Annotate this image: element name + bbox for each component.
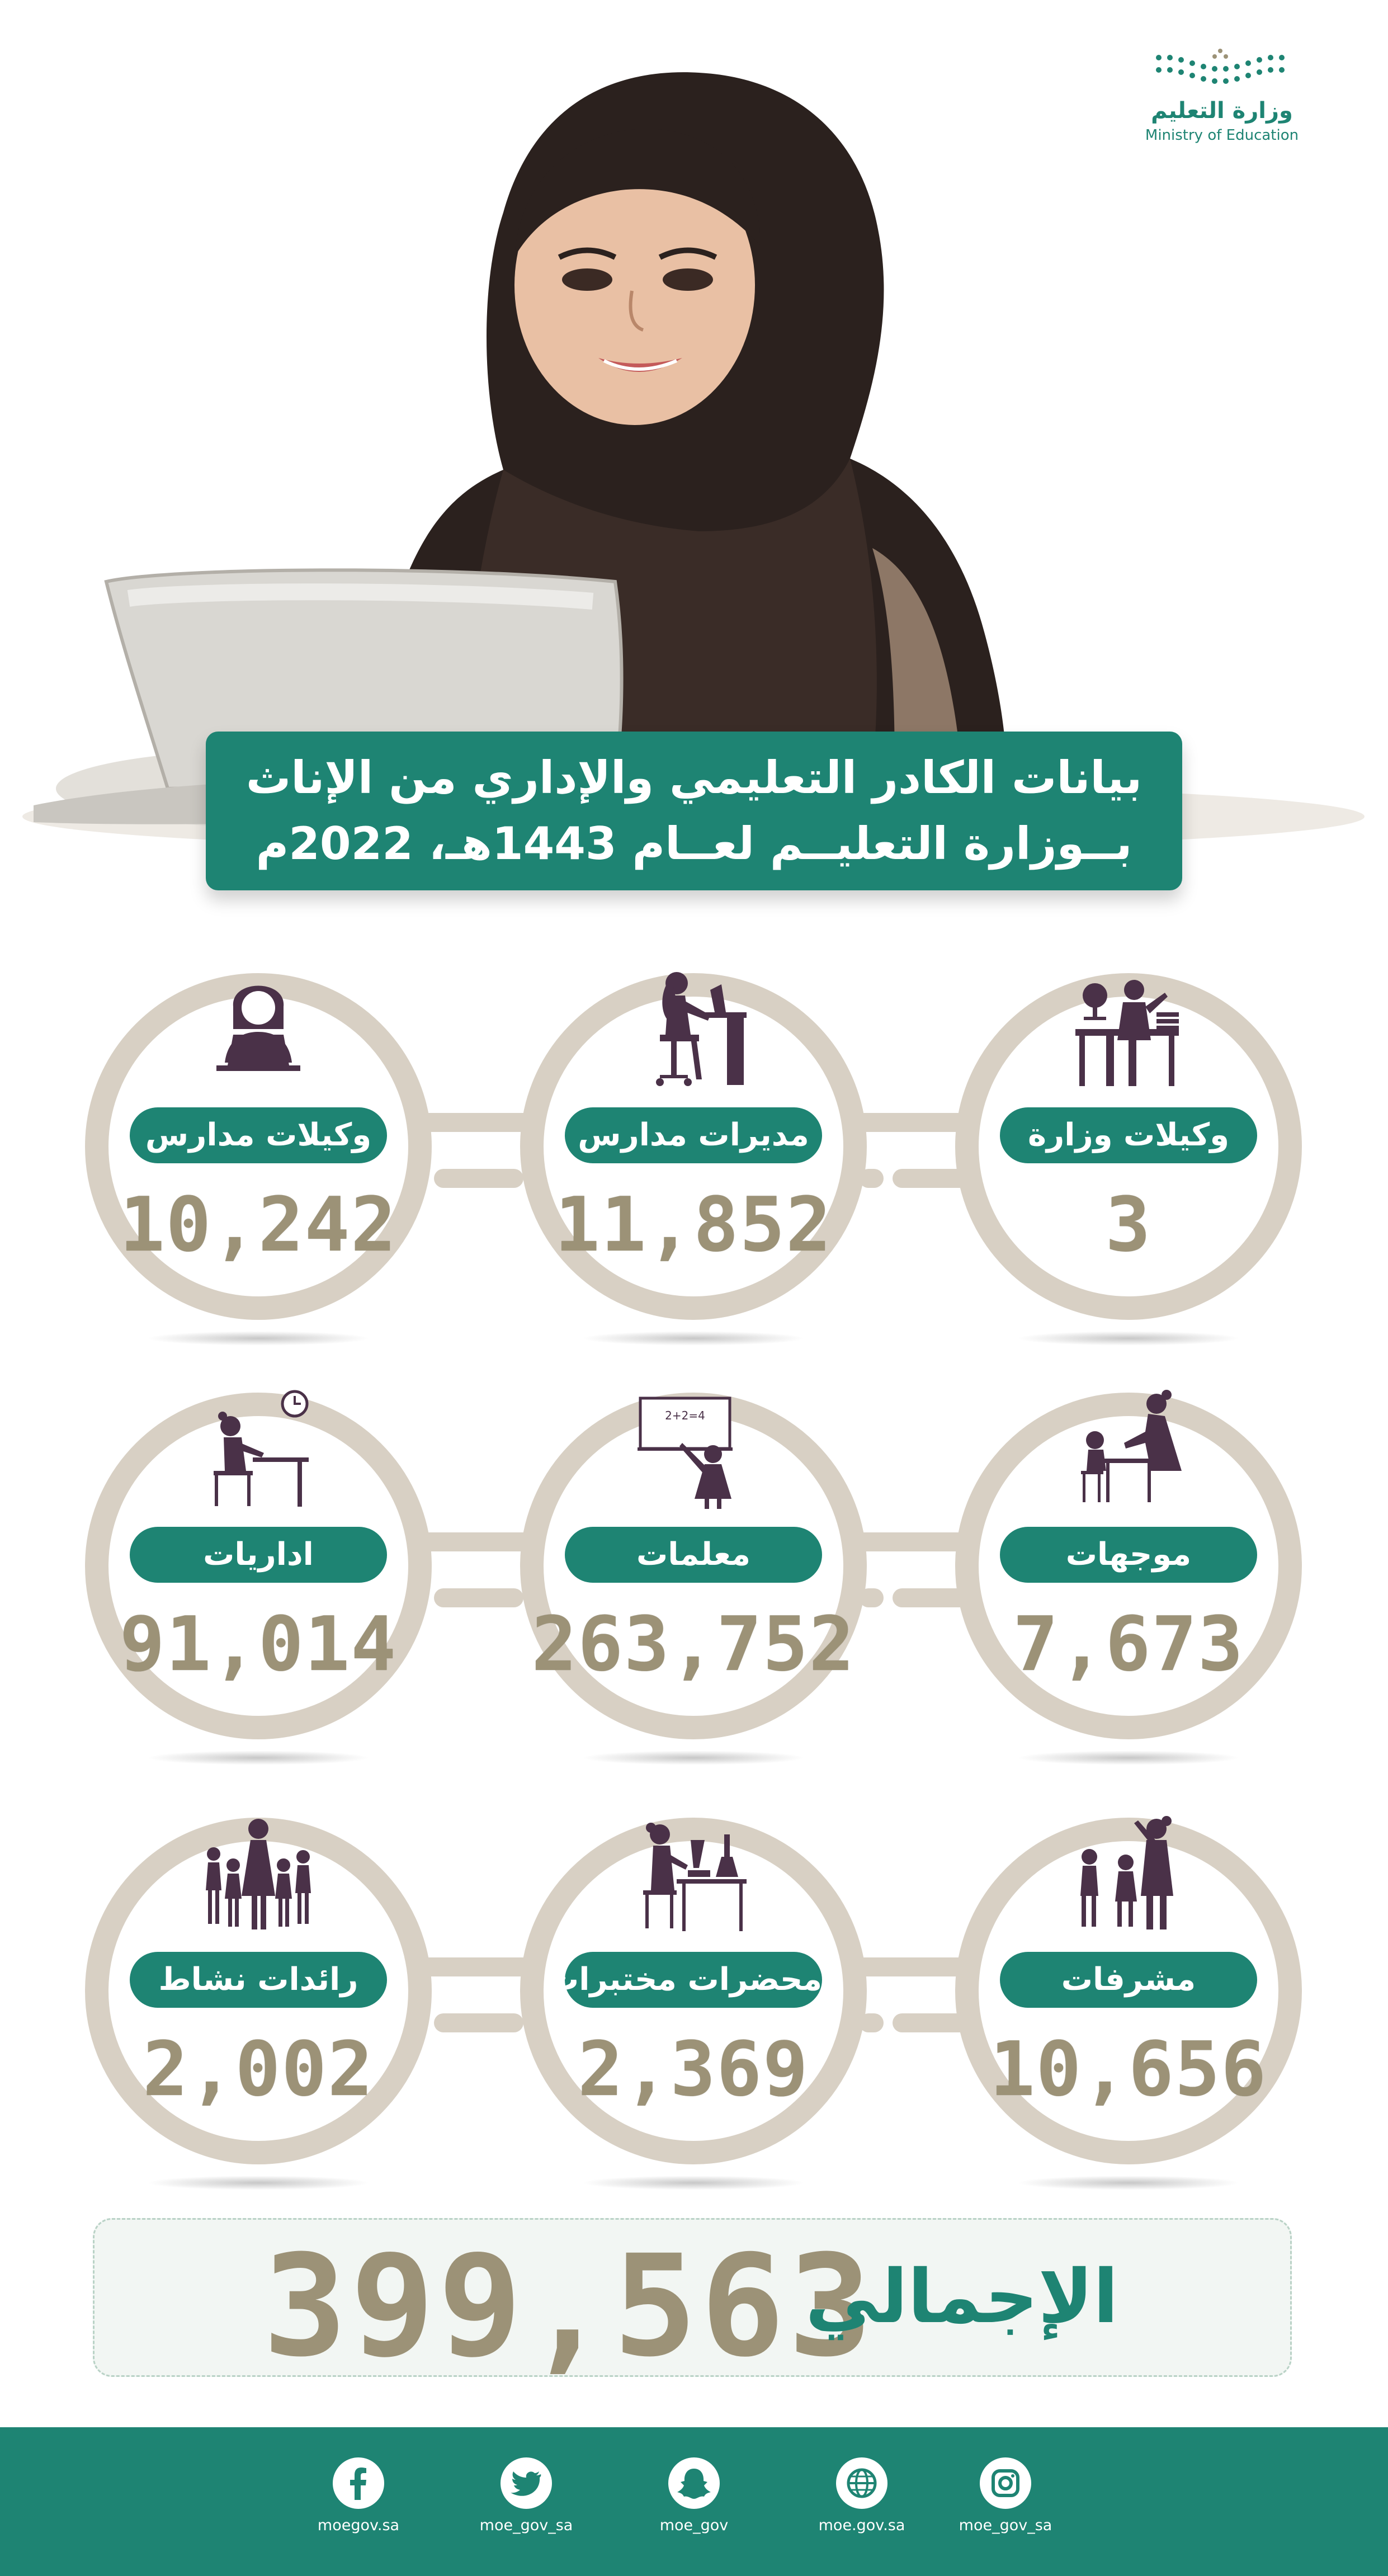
stat-value: 10,242 (119, 1181, 398, 1268)
blackboard-text: 2+2=4 (665, 1409, 705, 1422)
woman-with-laptop-icon (202, 968, 314, 1091)
social-handle: moe_gov (659, 2517, 729, 2534)
total-value: 399,563 (263, 2225, 876, 2388)
stat-value: 11,852 (554, 1181, 833, 1268)
social-handle: moe_gov_sa (479, 2517, 573, 2534)
stat-card (955, 1393, 1302, 1739)
ministry-name-arabic: وزارة التعليم (1151, 98, 1293, 124)
teacher-at-blackboard-icon (638, 1387, 749, 1510)
connector (434, 1588, 523, 1607)
stat-card (520, 1393, 867, 1739)
stat-value: 263,752 (531, 1601, 856, 1688)
stat-card (520, 1818, 867, 2164)
social-snapchat[interactable] (646, 2456, 742, 2534)
stat-label: وكيلات وزارة (1000, 1107, 1257, 1163)
facebook-icon (332, 2456, 385, 2510)
stat-card (85, 1393, 432, 1739)
stat-label: رائدات نشاط (130, 1952, 387, 2008)
connector (434, 2013, 523, 2032)
stat-label: موجهات (1000, 1527, 1257, 1583)
stat-card (85, 1818, 432, 2164)
stat-card (955, 1818, 1302, 2164)
stat-label: مشرفات (1000, 1952, 1257, 2008)
social-facebook[interactable] (311, 2456, 406, 2534)
total-label: الإجمالي (805, 2254, 1118, 2340)
social-handle: moe.gov.sa (818, 2517, 905, 2534)
stat-value: 2,369 (578, 2026, 809, 2113)
social-instagram[interactable] (958, 2456, 1053, 2534)
stat-label: معلمات (565, 1527, 822, 1583)
snapchat-icon (667, 2456, 721, 2510)
stat-label: وكيلات مدارس (130, 1107, 387, 1163)
teacher-at-desk-with-globe-icon (1073, 968, 1184, 1091)
stat-card (520, 973, 867, 1320)
woman-with-microscope-icon (638, 1812, 749, 1935)
stat-value: 3 (1105, 1181, 1152, 1268)
title-line-2: بــوزارة التعليــم لعــام 1443هـ، 2022م (256, 818, 1132, 870)
stat-card (955, 973, 1302, 1320)
stat-value: 2,002 (143, 2026, 374, 2113)
social-handle: moegov.sa (317, 2517, 400, 2534)
ministry-name-english: Ministry of Education (1145, 127, 1299, 144)
connector (434, 1169, 523, 1188)
stat-label: مديرات مدارس (565, 1107, 822, 1163)
social-website[interactable] (814, 2456, 909, 2534)
stat-card (85, 973, 432, 1320)
woman-helping-student-icon (1073, 1387, 1184, 1510)
twitter-icon (499, 2456, 553, 2510)
stat-value: 10,656 (989, 2026, 1268, 2113)
social-twitter[interactable] (479, 2456, 574, 2534)
social-handle: moe_gov_sa (959, 2517, 1052, 2534)
stat-value: 7,673 (1013, 1601, 1244, 1688)
stat-label: محضرات مختبرات (565, 1952, 822, 2008)
stat-label: اداريات (130, 1527, 387, 1583)
woman-with-group-of-children-icon (202, 1812, 314, 1935)
woman-at-desk-with-clock-icon (202, 1387, 314, 1510)
woman-with-children-icon (1073, 1812, 1184, 1935)
title-line-1: بيانات الكادر التعليمي والإداري من الإناث (246, 752, 1142, 804)
woman-at-desk-with-laptop-icon (638, 968, 749, 1091)
stat-value: 91,014 (119, 1601, 398, 1688)
instagram-icon (979, 2456, 1032, 2510)
title-banner (206, 732, 1182, 890)
globe-icon (835, 2456, 889, 2510)
